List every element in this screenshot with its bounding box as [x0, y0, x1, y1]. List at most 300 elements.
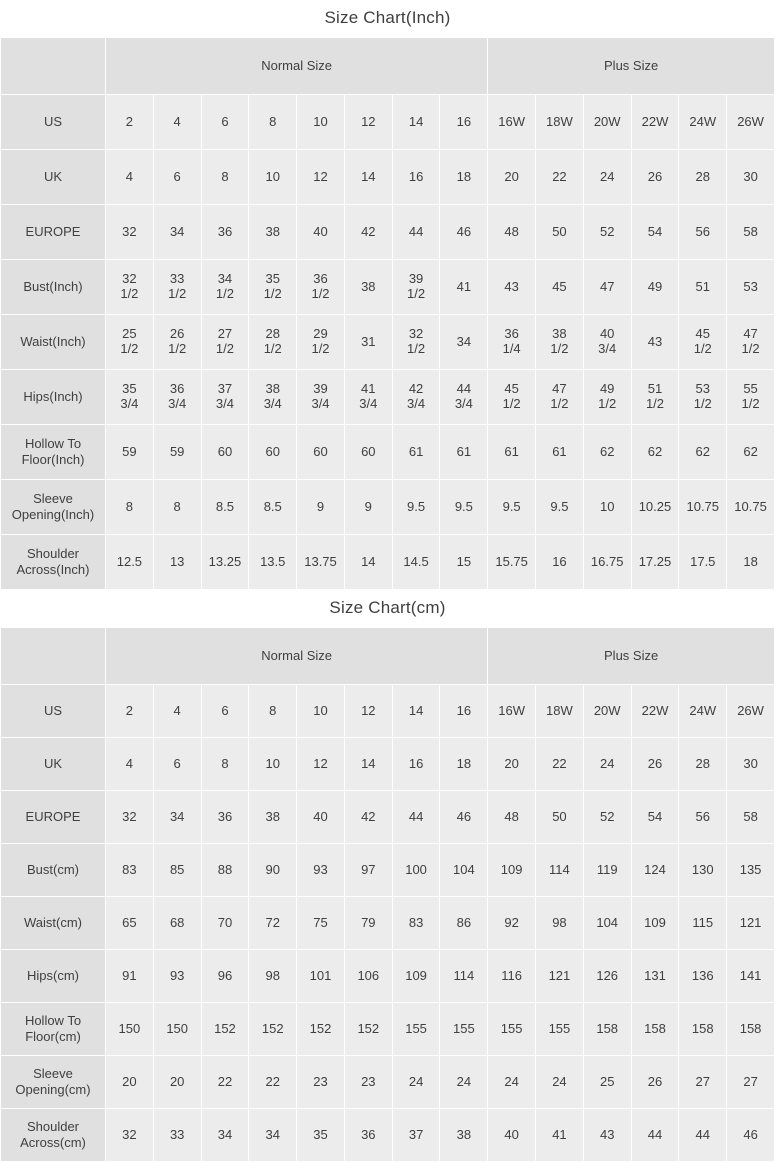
table-row — [1, 150, 775, 205]
table-cell: 26W — [727, 685, 775, 738]
table-cell: 36 3/4 — [153, 370, 201, 425]
table-cell: 10 — [297, 685, 345, 738]
table-cell: 61 — [488, 425, 536, 480]
table-cell: 36 1/4 — [488, 315, 536, 370]
table-cell: 93 — [153, 950, 201, 1003]
table-cell: 55 1/2 — [727, 370, 775, 425]
table-cell: 2 — [106, 95, 154, 150]
table-cell: 42 — [344, 791, 392, 844]
table-cell: 98 — [249, 950, 297, 1003]
table-cell: 136 — [679, 950, 727, 1003]
table-cell: 30 — [727, 738, 775, 791]
table-cell: 62 — [583, 425, 631, 480]
size-chart-cm-block — [0, 590, 775, 1162]
row-header: EUROPE — [1, 791, 106, 844]
table-cell: 44 3/4 — [440, 370, 488, 425]
table-cell: 106 — [344, 950, 392, 1003]
table-cell: 158 — [679, 1003, 727, 1056]
table-cell: 47 1/2 — [536, 370, 584, 425]
table-row — [1, 1056, 775, 1109]
row-header: EUROPE — [1, 205, 106, 260]
table-row — [1, 844, 775, 897]
table-cell: 16W — [488, 95, 536, 150]
table-cell: 83 — [392, 897, 440, 950]
table-cell: 49 1/2 — [583, 370, 631, 425]
size-table-cm-head — [1, 628, 775, 685]
table-cell: 18 — [440, 738, 488, 791]
table-cell: 93 — [297, 844, 345, 897]
table-cell: 36 — [201, 205, 249, 260]
table-cell: 8 — [249, 685, 297, 738]
table-cell: 4 — [106, 738, 154, 791]
table-cell: 10 — [249, 738, 297, 791]
table-cell: 20W — [583, 685, 631, 738]
table-cell: 158 — [583, 1003, 631, 1056]
table-cell: 20W — [583, 95, 631, 150]
table-cell: 56 — [679, 205, 727, 260]
table-cell: 12.5 — [106, 535, 154, 590]
table-cell: 155 — [536, 1003, 584, 1056]
table-cell: 38 — [249, 205, 297, 260]
table-cell: 13.25 — [201, 535, 249, 590]
row-header: Sleeve Opening(cm) — [1, 1056, 106, 1109]
table-cell: 46 — [440, 205, 488, 260]
table-cell: 44 — [392, 791, 440, 844]
table-cell: 28 — [679, 150, 727, 205]
table-cell: 60 — [249, 425, 297, 480]
table-cell: 8 — [106, 480, 154, 535]
table-row — [1, 791, 775, 844]
table-row — [1, 950, 775, 1003]
table-cell: 62 — [631, 425, 679, 480]
row-header: Waist(cm) — [1, 897, 106, 950]
table-cell: 26 — [631, 150, 679, 205]
group-header-normal-size: Normal Size — [106, 38, 488, 95]
table-cell: 86 — [440, 897, 488, 950]
table-cell: 12 — [297, 150, 345, 205]
table-cell: 13.5 — [249, 535, 297, 590]
table-cell: 90 — [249, 844, 297, 897]
table-cell: 158 — [631, 1003, 679, 1056]
table-cell: 44 — [392, 205, 440, 260]
table-cell: 104 — [440, 844, 488, 897]
row-header: US — [1, 685, 106, 738]
table-cell: 17.25 — [631, 535, 679, 590]
table-cell: 14 — [392, 685, 440, 738]
table-cell: 121 — [536, 950, 584, 1003]
table-cell: 50 — [536, 205, 584, 260]
table-cell: 97 — [344, 844, 392, 897]
table-row — [1, 315, 775, 370]
table-cell: 26 1/2 — [153, 315, 201, 370]
table-cell: 16 — [440, 95, 488, 150]
table-cell: 54 — [631, 791, 679, 844]
size-table-cm-body — [1, 685, 775, 1162]
table-cell: 60 — [201, 425, 249, 480]
table-cell: 10 — [297, 95, 345, 150]
table-cell: 4 — [153, 95, 201, 150]
row-header: Bust(Inch) — [1, 260, 106, 315]
size-table-inch — [0, 37, 775, 590]
table-cell: 22W — [631, 95, 679, 150]
table-row — [1, 370, 775, 425]
table-cell: 14.5 — [392, 535, 440, 590]
table-row — [1, 425, 775, 480]
table-cell: 104 — [583, 897, 631, 950]
table-cell: 9.5 — [440, 480, 488, 535]
table-cell: 28 1/2 — [249, 315, 297, 370]
table-cell: 130 — [679, 844, 727, 897]
table-row — [1, 1109, 775, 1162]
corner-cell — [1, 38, 106, 95]
table-row — [1, 95, 775, 150]
table-cell: 59 — [153, 425, 201, 480]
table-cell: 155 — [488, 1003, 536, 1056]
table-cell: 70 — [201, 897, 249, 950]
table-cell: 24 — [583, 738, 631, 791]
table-cell: 75 — [297, 897, 345, 950]
table-cell: 38 — [440, 1109, 488, 1162]
table-cell: 91 — [106, 950, 154, 1003]
row-header: Hollow To Floor(cm) — [1, 1003, 106, 1056]
table-cell: 58 — [727, 791, 775, 844]
table-cell: 32 1/2 — [392, 315, 440, 370]
table-cell: 22 — [536, 738, 584, 791]
table-cell: 25 — [583, 1056, 631, 1109]
table-cell: 32 — [106, 1109, 154, 1162]
table-cell: 109 — [488, 844, 536, 897]
table-cell: 38 1/2 — [536, 315, 584, 370]
table-cell: 115 — [679, 897, 727, 950]
table-cell: 43 — [631, 315, 679, 370]
table-cell: 13.75 — [297, 535, 345, 590]
table-cell: 38 3/4 — [249, 370, 297, 425]
table-cell: 50 — [536, 791, 584, 844]
table-cell: 18W — [536, 685, 584, 738]
table-cell: 12 — [297, 738, 345, 791]
table-cell: 65 — [106, 897, 154, 950]
table-cell: 12 — [344, 685, 392, 738]
table-row — [1, 897, 775, 950]
table-cell: 15.75 — [488, 535, 536, 590]
table-cell: 8.5 — [249, 480, 297, 535]
table-cell: 14 — [344, 738, 392, 791]
table-cell: 13 — [153, 535, 201, 590]
table-cell: 141 — [727, 950, 775, 1003]
table-cell: 2 — [106, 685, 154, 738]
table-cell: 45 1/2 — [679, 315, 727, 370]
table-row — [1, 480, 775, 535]
table-cell: 40 3/4 — [583, 315, 631, 370]
table-cell: 24 — [440, 1056, 488, 1109]
table-cell: 152 — [344, 1003, 392, 1056]
table-cell: 8 — [153, 480, 201, 535]
table-cell: 27 — [727, 1056, 775, 1109]
table-cell: 35 1/2 — [249, 260, 297, 315]
table-cell: 44 — [631, 1109, 679, 1162]
table-row — [1, 205, 775, 260]
row-header: Hips(cm) — [1, 950, 106, 1003]
table-cell: 96 — [201, 950, 249, 1003]
table-cell: 24W — [679, 95, 727, 150]
table-row — [1, 738, 775, 791]
table-cell: 6 — [201, 685, 249, 738]
row-header: Bust(cm) — [1, 844, 106, 897]
table-cell: 34 — [249, 1109, 297, 1162]
size-table-cm — [0, 627, 775, 1162]
table-cell: 92 — [488, 897, 536, 950]
table-cell: 20 — [488, 150, 536, 205]
table-cell: 34 1/2 — [201, 260, 249, 315]
table-cell: 158 — [727, 1003, 775, 1056]
row-header: UK — [1, 150, 106, 205]
table-cell: 109 — [631, 897, 679, 950]
table-cell: 32 — [106, 205, 154, 260]
table-cell: 31 — [344, 315, 392, 370]
table-cell: 22 — [249, 1056, 297, 1109]
table-row — [1, 1003, 775, 1056]
table-cell: 9 — [297, 480, 345, 535]
table-cell: 114 — [536, 844, 584, 897]
page-title-inch: Size Chart(Inch) — [0, 0, 775, 37]
table-cell: 34 — [201, 1109, 249, 1162]
table-cell: 85 — [153, 844, 201, 897]
table-cell: 4 — [153, 685, 201, 738]
table-cell: 18 — [727, 535, 775, 590]
table-cell: 30 — [727, 150, 775, 205]
table-cell: 23 — [297, 1056, 345, 1109]
table-cell: 14 — [344, 535, 392, 590]
table-cell: 17.5 — [679, 535, 727, 590]
table-cell: 24W — [679, 685, 727, 738]
table-cell: 45 1/2 — [488, 370, 536, 425]
table-cell: 16 — [536, 535, 584, 590]
table-cell: 53 1/2 — [679, 370, 727, 425]
table-cell: 8 — [249, 95, 297, 150]
table-cell: 34 — [440, 315, 488, 370]
table-cell: 16.75 — [583, 535, 631, 590]
table-cell: 15 — [440, 535, 488, 590]
table-cell: 8 — [201, 150, 249, 205]
table-cell: 46 — [727, 1109, 775, 1162]
table-cell: 14 — [392, 95, 440, 150]
table-cell: 34 — [153, 205, 201, 260]
table-cell: 121 — [727, 897, 775, 950]
table-cell: 36 1/2 — [297, 260, 345, 315]
table-cell: 28 — [679, 738, 727, 791]
table-cell: 9.5 — [536, 480, 584, 535]
size-table-inch-head — [1, 38, 775, 95]
table-cell: 20 — [106, 1056, 154, 1109]
table-cell: 10.75 — [727, 480, 775, 535]
table-cell: 68 — [153, 897, 201, 950]
table-cell: 40 — [297, 791, 345, 844]
table-cell: 27 1/2 — [201, 315, 249, 370]
table-cell: 23 — [344, 1056, 392, 1109]
group-header-normal-size: Normal Size — [106, 628, 488, 685]
table-cell: 9.5 — [488, 480, 536, 535]
table-cell: 114 — [440, 950, 488, 1003]
table-cell: 38 — [344, 260, 392, 315]
table-cell: 16 — [392, 738, 440, 791]
table-cell: 119 — [583, 844, 631, 897]
table-cell: 39 1/2 — [392, 260, 440, 315]
table-row — [1, 260, 775, 315]
table-cell: 20 — [153, 1056, 201, 1109]
table-cell: 16W — [488, 685, 536, 738]
table-cell: 126 — [583, 950, 631, 1003]
table-cell: 39 3/4 — [297, 370, 345, 425]
table-cell: 22W — [631, 685, 679, 738]
table-row — [1, 685, 775, 738]
group-header-plus-size: Plus Size — [488, 38, 775, 95]
table-cell: 62 — [727, 425, 775, 480]
table-cell: 35 — [297, 1109, 345, 1162]
table-cell: 43 — [583, 1109, 631, 1162]
table-cell: 60 — [344, 425, 392, 480]
table-cell: 41 — [440, 260, 488, 315]
table-cell: 20 — [488, 738, 536, 791]
size-table-inch-body — [1, 95, 775, 590]
table-cell: 41 — [536, 1109, 584, 1162]
table-cell: 45 — [536, 260, 584, 315]
table-cell: 62 — [679, 425, 727, 480]
table-cell: 26 — [631, 738, 679, 791]
table-cell: 18W — [536, 95, 584, 150]
table-cell: 42 — [344, 205, 392, 260]
table-cell: 88 — [201, 844, 249, 897]
table-cell: 155 — [392, 1003, 440, 1056]
table-cell: 101 — [297, 950, 345, 1003]
table-cell: 10 — [249, 150, 297, 205]
table-cell: 48 — [488, 791, 536, 844]
table-cell: 12 — [344, 95, 392, 150]
table-cell: 44 — [679, 1109, 727, 1162]
table-cell: 16 — [440, 685, 488, 738]
table-cell: 116 — [488, 950, 536, 1003]
corner-cell — [1, 628, 106, 685]
table-cell: 43 — [488, 260, 536, 315]
table-cell: 10.75 — [679, 480, 727, 535]
page-title-cm: Size Chart(cm) — [0, 590, 775, 627]
table-group-header-row — [1, 38, 775, 95]
row-header: Waist(Inch) — [1, 315, 106, 370]
table-cell: 150 — [106, 1003, 154, 1056]
table-cell: 59 — [106, 425, 154, 480]
table-cell: 52 — [583, 791, 631, 844]
table-cell: 35 3/4 — [106, 370, 154, 425]
table-cell: 155 — [440, 1003, 488, 1056]
table-cell: 56 — [679, 791, 727, 844]
table-cell: 60 — [297, 425, 345, 480]
table-cell: 29 1/2 — [297, 315, 345, 370]
table-cell: 124 — [631, 844, 679, 897]
table-cell: 27 — [679, 1056, 727, 1109]
row-header: Hollow To Floor(Inch) — [1, 425, 106, 480]
table-cell: 32 1/2 — [106, 260, 154, 315]
table-cell: 100 — [392, 844, 440, 897]
table-row — [1, 535, 775, 590]
table-cell: 109 — [392, 950, 440, 1003]
table-cell: 6 — [153, 150, 201, 205]
table-cell: 37 — [392, 1109, 440, 1162]
table-cell: 61 — [536, 425, 584, 480]
table-cell: 26 — [631, 1056, 679, 1109]
row-header: UK — [1, 738, 106, 791]
table-cell: 48 — [488, 205, 536, 260]
table-cell: 26W — [727, 95, 775, 150]
table-cell: 51 1/2 — [631, 370, 679, 425]
table-cell: 6 — [201, 95, 249, 150]
table-cell: 9.5 — [392, 480, 440, 535]
table-cell: 40 — [488, 1109, 536, 1162]
table-cell: 24 — [392, 1056, 440, 1109]
table-cell: 36 — [344, 1109, 392, 1162]
table-cell: 61 — [392, 425, 440, 480]
table-cell: 10 — [583, 480, 631, 535]
row-header: US — [1, 95, 106, 150]
table-cell: 16 — [392, 150, 440, 205]
table-cell: 33 — [153, 1109, 201, 1162]
table-cell: 53 — [727, 260, 775, 315]
table-cell: 22 — [201, 1056, 249, 1109]
table-cell: 135 — [727, 844, 775, 897]
table-cell: 54 — [631, 205, 679, 260]
table-cell: 4 — [106, 150, 154, 205]
table-cell: 152 — [297, 1003, 345, 1056]
table-cell: 36 — [201, 791, 249, 844]
table-cell: 150 — [153, 1003, 201, 1056]
row-header: Shoulder Across(Inch) — [1, 535, 106, 590]
table-cell: 52 — [583, 205, 631, 260]
table-cell: 24 — [536, 1056, 584, 1109]
table-cell: 33 1/2 — [153, 260, 201, 315]
table-cell: 9 — [344, 480, 392, 535]
table-cell: 41 3/4 — [344, 370, 392, 425]
table-cell: 34 — [153, 791, 201, 844]
table-group-header-row — [1, 628, 775, 685]
table-cell: 38 — [249, 791, 297, 844]
table-cell: 79 — [344, 897, 392, 950]
table-cell: 42 3/4 — [392, 370, 440, 425]
table-cell: 83 — [106, 844, 154, 897]
row-header: Shoulder Across(cm) — [1, 1109, 106, 1162]
table-cell: 24 — [583, 150, 631, 205]
table-cell: 10.25 — [631, 480, 679, 535]
table-cell: 22 — [536, 150, 584, 205]
table-cell: 46 — [440, 791, 488, 844]
row-header: Sleeve Opening(Inch) — [1, 480, 106, 535]
table-cell: 6 — [153, 738, 201, 791]
table-cell: 152 — [201, 1003, 249, 1056]
table-cell: 152 — [249, 1003, 297, 1056]
table-cell: 18 — [440, 150, 488, 205]
table-cell: 40 — [297, 205, 345, 260]
table-cell: 131 — [631, 950, 679, 1003]
table-cell: 24 — [488, 1056, 536, 1109]
table-cell: 25 1/2 — [106, 315, 154, 370]
table-cell: 8 — [201, 738, 249, 791]
table-cell: 47 — [583, 260, 631, 315]
table-cell: 49 — [631, 260, 679, 315]
table-cell: 14 — [344, 150, 392, 205]
table-cell: 98 — [536, 897, 584, 950]
table-cell: 58 — [727, 205, 775, 260]
table-cell: 32 — [106, 791, 154, 844]
table-cell: 47 1/2 — [727, 315, 775, 370]
table-cell: 61 — [440, 425, 488, 480]
table-cell: 37 3/4 — [201, 370, 249, 425]
